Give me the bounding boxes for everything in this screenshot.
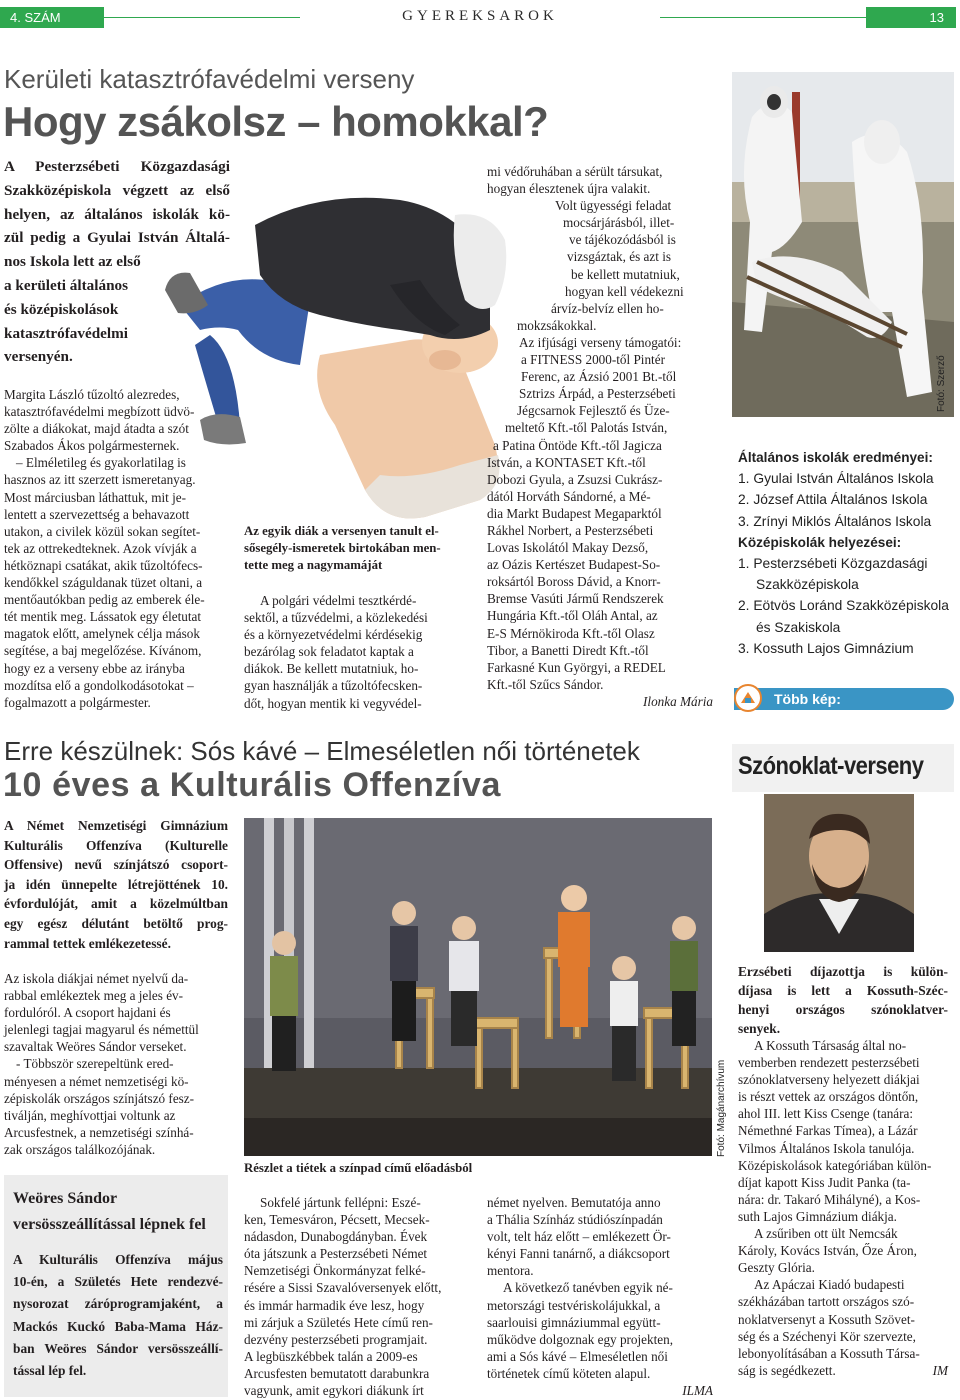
text-line: díjat kapott Kiss Judit Panka (ta-	[738, 1174, 911, 1190]
caption-line: sősegély-ismeretek birtokában men-	[244, 541, 441, 555]
issue-badge: 4. SZÁM	[0, 7, 104, 28]
text-line: utakon, a civilek közül sokan segítet-	[4, 523, 201, 539]
text-line: Károly, Kovács István, Őze Áron,	[738, 1243, 917, 1259]
text-line: Az iskola diákjai német nyelvű da-	[4, 971, 189, 986]
lead-line: díjasa is lett a Kossuth-Széc-	[738, 983, 948, 998]
list-item: 1. Pesterzsébeti Közgazdasági	[738, 555, 928, 571]
lead-line: helyen, az általános iskolák kö-	[4, 205, 230, 223]
text-line: hasznos az itt szerzett ismeretanyag.	[4, 472, 196, 488]
text-line: mentora.	[487, 1263, 534, 1279]
text-line: mi védőruhában a sérült társukat,	[487, 164, 663, 179]
article1-author: Ilonka Mária	[643, 693, 713, 709]
text-line: be kellett mutatniuk,	[571, 266, 680, 282]
stage-photo-caption: Részlet a tiétek a színpad című előadásból	[244, 1161, 473, 1175]
caption-line: Az egyik diák a versenyen tanult el-	[244, 524, 439, 538]
text-line: zak országos találkozójának.	[4, 1141, 156, 1157]
text-line: Most márciusban láthattuk, mit je-	[4, 489, 187, 505]
text-line: lebonyolításában a Kossuth Társa-	[738, 1345, 920, 1361]
text-line: hogyan kell védekezni	[565, 283, 684, 299]
list-item: és Szakiskola	[756, 619, 841, 635]
text-line: A következő tanévben egyik né-	[503, 1280, 673, 1296]
text-line: Ferenc, az Ázsió 2001 Bt.-től	[521, 369, 677, 385]
text-line: Némethné Farkas Tímea), a Lázár	[738, 1123, 918, 1139]
lead-line: Kulturális Offenzíva (Kulturelle	[4, 837, 228, 853]
text-line: magatok előtt, amelynek célja mások	[4, 626, 200, 642]
info-box-title-line: versösszeállítással lépnek fel	[13, 1216, 206, 1233]
info-box-line: Mackós Kuckó Baba-Mama Ház-	[13, 1318, 223, 1334]
lead-line: A Német Nemzetiségi Gimnázium	[4, 818, 228, 833]
text-line: Arcusfesten bemutatott darabunkra	[244, 1365, 430, 1381]
article2-author: ILMA	[682, 1383, 713, 1399]
text-line: ami a Sós kávé – Elmeséletlen női	[487, 1348, 668, 1364]
text-line: fordulóról. A csoport hajdani és	[4, 1005, 171, 1021]
text-line: tét mentik meg. Lássatok egy életutat	[4, 609, 202, 625]
article1-column-3	[487, 163, 713, 710]
text-line: az Oázis Kertészet Budapest-So-	[487, 557, 661, 573]
text-line: Kft.-től Szűcs Sándor.	[487, 676, 604, 692]
lead-line: senyek.	[738, 1021, 781, 1036]
text-line: nádasdon, Dunabogdányban. Évek	[244, 1229, 428, 1245]
text-line: a Patina Öntöde Kft.-től Jagicza	[493, 437, 662, 453]
lead-line: a kerületi általános	[4, 276, 129, 294]
cpr-photo-caption	[244, 523, 472, 574]
lead-line: zül pedig a Gyulai István Általá-	[4, 229, 230, 247]
text-line: székházában tartott országos szó-	[738, 1294, 915, 1310]
article2-column-3	[487, 1194, 713, 1399]
text-line: fogalmazott a polgármester.	[4, 694, 151, 710]
article1-headline: Hogy zsákolsz – homokkal?	[3, 98, 549, 145]
article3-lead	[738, 962, 948, 1038]
cpr-training-photo	[160, 155, 515, 525]
lead-line: évfordulóját, amit a közelmúltban	[4, 896, 228, 912]
text-line: a FITNESS 2000-től Pintér	[521, 352, 665, 368]
text-line: Tibor, a Banetti Diredt Kft.-től	[487, 642, 649, 658]
text-line: kendőkkel száguldanak tüzet oltani, a	[4, 575, 203, 591]
secondary-results-list	[738, 553, 956, 659]
text-line: dia Markt Budapest Megaparktól	[487, 505, 662, 521]
text-line: Dobozi Gyula, a Zsuzsi Cukrász-	[487, 471, 663, 487]
text-line: és a környezetvédelmi kérdésekig	[244, 627, 423, 643]
text-line: roksártól Boross Dávid, a Knorr-	[487, 574, 661, 590]
text-line: Nemzetiségi Önkormányzat felké-	[244, 1263, 426, 1279]
text-line: A zsűriben ott ült Nemcsák	[754, 1226, 898, 1242]
lead-line: henyi országos szónoklatver-	[738, 1002, 948, 1017]
text-line: történetek című köteten alapul.	[487, 1365, 651, 1381]
text-line: Geszty Glória.	[738, 1260, 815, 1276]
secondary-results-heading: Középiskolák helyezései:	[738, 534, 902, 550]
list-item: 1. Gyulai István Általános Iskola	[738, 471, 934, 486]
text-line: működve dolgoznak egy projekten,	[487, 1331, 674, 1347]
info-box-line: 10-én, a Születés Hete rendezvé-	[13, 1274, 223, 1290]
info-box-line: A Kulturális Offenzíva május	[13, 1252, 223, 1267]
list-item: 2. Eötvös Loránd Szakközépiskola	[738, 598, 949, 614]
page-number: 13	[866, 7, 956, 28]
text-line: Bremse Vasúti Jármű Rendszerek	[487, 591, 664, 607]
text-line: vagyunk, amit egykori diákunk írt	[244, 1383, 424, 1399]
text-line: Farkasné Kun Györgyi, a REDEL	[487, 659, 666, 675]
list-item: 3. Kossuth Lajos Gimnázium	[738, 641, 914, 657]
more-photos-link[interactable]: Több kép: www.pesterzsebet.hu	[734, 688, 954, 710]
lead-line: A Pesterzsébeti Közgazdasági	[4, 158, 230, 175]
article2-kicker: Erre készülnek: Sós kávé – Elmeséletlen női történetek	[4, 736, 640, 766]
text-line: kényi Fanni tanárnő, a diákcsoport	[487, 1246, 670, 1262]
text-line: noklatversenyt a Kossuth Szövet-	[738, 1311, 915, 1327]
portrait-painting	[764, 794, 914, 952]
info-box-line: nysorozat záróprogramjaként, a	[13, 1296, 223, 1312]
text-line: mozdítsa elő a gondolkodásotokat –	[4, 677, 194, 693]
text-line: István, a KONTASET Kft.-től	[487, 454, 646, 470]
info-box-line: ban Weöres Sándor versösszeállí-	[13, 1340, 223, 1356]
lead-line: nos Iskola lett az első	[4, 253, 141, 271]
text-line: segítése, a baj megelőzése. Kívánom,	[4, 643, 202, 659]
text-line: metországi testvériskolájukkal, a	[487, 1297, 661, 1313]
text-line: rabbal emlékeztek meg a jeles év-	[4, 988, 184, 1004]
text-line: - Többször szerepeltünk ered-	[16, 1056, 174, 1072]
caption-line: tette meg a nagymamáját	[244, 558, 383, 572]
text-line: Margita László tűzoltó alezredes,	[4, 387, 180, 402]
text-line: Szabados Ákos polgármesternek.	[4, 438, 180, 454]
text-line: Volt ügyességi feladat	[555, 198, 672, 214]
text-line: Jégcsarnok Fejlesztő és Üze-	[517, 403, 670, 419]
text-line: jelenlegi tagjai magyarul és némettül	[4, 1022, 199, 1038]
text-line: meltető Kft.-től Palotás István,	[505, 420, 668, 436]
text-line: sektől, a tűzvédelmi, a közlekedési	[244, 610, 428, 626]
text-line: hogyan élesztenek újra valakit.	[487, 181, 651, 197]
text-line: is részt vettek az országos döntőn,	[738, 1089, 919, 1105]
lead-line: Erzsébeti díjazottja is külön-	[738, 964, 948, 979]
results-box	[738, 447, 956, 659]
text-line: ményesen a német nemzetiségi kö-	[4, 1073, 189, 1089]
list-item: 3. Zrínyi Miklós Általános Iskola	[738, 513, 932, 529]
text-fragment: ság is segédkezett.	[738, 1362, 836, 1378]
text-line: dezvény pesterzsébeti programjait.	[244, 1331, 428, 1347]
info-box-body	[13, 1249, 223, 1382]
article2-column-1	[4, 970, 228, 1158]
list-item: 2. József Attila Általános Iskola	[738, 492, 928, 508]
text-line: bezárólag sok feladatot kaptak a	[244, 644, 414, 660]
article3-title: Szónoklat-verseny	[738, 752, 924, 780]
photo-credit: Fotó: Magánarchívum	[716, 1059, 727, 1157]
text-line: A Kossuth Társaság által no-	[754, 1038, 907, 1053]
text-line: zölte a diákokat, majd átadta a szót	[4, 421, 189, 437]
header-rule-left	[104, 17, 300, 18]
text-line: diákok. Be kellett mutatniuk, ho-	[244, 661, 419, 677]
text-line: Lovas Iskolától Makay Dezső,	[487, 540, 649, 556]
text-line	[738, 1362, 948, 1379]
text-line: Sztrizs Árpád, a Pesterzsébeti	[519, 386, 676, 402]
text-line: Sokfelé jártunk fellépni: Eszé-	[260, 1195, 421, 1210]
text-line: mocsárjárásból, illet-	[563, 215, 675, 231]
primary-results-list	[738, 468, 956, 532]
text-line: szavaltak Weöres Sándor verseket.	[4, 1039, 187, 1055]
text-line: lentett a szervezettség a behavazott	[4, 506, 190, 522]
text-line: ahol III. lett Kiss Csenge (tanára:	[738, 1106, 914, 1122]
text-line: – Elméletileg és gyakorlatilag is	[16, 455, 186, 471]
info-box-line: tással lép fel.	[13, 1363, 87, 1379]
text-line: Rákhel Norbert, a Pesterzsébeti	[487, 522, 654, 538]
text-line: volt, telt ház előtt – emlékezett Ör-	[487, 1229, 671, 1245]
text-line: zépiskolák országos színjátszó fesz-	[4, 1090, 195, 1106]
info-box-title-line: Weöres Sándor	[13, 1190, 118, 1207]
text-line: nára: dr. Takaró Mihályné), a Kos-	[738, 1191, 921, 1207]
text-line: a Thália Színház stúdiószínpadán	[487, 1212, 663, 1228]
lead-line: Szakközépiskola végzett az első	[4, 181, 230, 199]
text-line: árvíz-belvíz ellen ho-	[551, 300, 664, 316]
text-line: mokzsákokkal.	[517, 317, 597, 333]
article3-author: IM	[932, 1362, 948, 1378]
article2-column-2	[244, 1194, 470, 1399]
article2-lead	[4, 816, 228, 953]
article1-kicker: Kerületi katasztrófavédelmi verseny	[4, 64, 415, 94]
article1-column-2	[244, 592, 472, 712]
text-line: ség és a Széchenyi Kör szervezte,	[738, 1328, 916, 1344]
info-box-title	[13, 1186, 223, 1238]
text-line: Hungária Kft.-től Oláh Antal, az	[487, 608, 658, 624]
text-line: német nyelven. Bemutatója anno	[487, 1195, 661, 1210]
text-line: Vilmos Általános Iskola tanulója.	[738, 1140, 915, 1156]
text-line: mi zárjuk a Születés Hete című ren-	[244, 1314, 433, 1330]
text-line: hogy ez a verseny ebbe az irányba	[4, 660, 185, 676]
text-line: vemberben rendezett pesterzsébeti	[738, 1055, 920, 1071]
stretcher-rescue-photo	[732, 72, 954, 417]
text-line: vizsgáztak, és azt is	[567, 249, 671, 265]
list-item: Szakközépiskola	[756, 577, 859, 593]
text-line: Arcusfestnek, a nemzetiségi színhá-	[4, 1124, 194, 1140]
pesterzsebet-logo-icon	[734, 684, 762, 712]
text-line: katasztrófavédelmi megbízott üdvö-	[4, 404, 195, 420]
text-line: dától Horváth Sándorné, a Mé-	[487, 488, 651, 504]
text-line: A polgári védelmi tesztkérdé-	[260, 593, 417, 608]
text-line: tek az ottrekedteknek. Azok vívják a	[4, 540, 197, 556]
text-line: Az ifjúsági verseny támogatói:	[519, 334, 682, 350]
lead-line: ja idén ünnepelte létrejöttének 10.	[4, 876, 228, 892]
text-line: ken, Temesváron, Pécsett, Mecsek-	[244, 1212, 430, 1228]
text-line: óta játszunk a Pesterzsébeti Német	[244, 1246, 428, 1262]
section-title: GYEREKSAROK	[402, 8, 558, 24]
lead-line: rammal tettek emlékezetessé.	[4, 935, 171, 951]
text-line: Az Apáczai Kiadó budapesti	[754, 1277, 905, 1293]
text-line: A legbüszkébbek talán a 2009-es	[244, 1348, 418, 1364]
text-line: résére a Sissi Szavalóversenyek előtt,	[244, 1280, 442, 1296]
lead-line: katasztrófavédelmi	[4, 324, 128, 342]
lead-line: és középiskolások	[4, 300, 119, 318]
primary-results-heading: Általános iskolák eredményei:	[738, 450, 933, 465]
header-rule-right	[660, 17, 866, 18]
text-line: gyan használják a tűzoltófecsken-	[244, 678, 423, 694]
text-line: hétköznapi csatákat, akik tűzoltófecs-	[4, 557, 203, 573]
text-line: E-S Mérnökiroda Kft.-től Olasz	[487, 625, 655, 641]
lead-line: Offensive) nevű színjátszó csoport-	[4, 857, 228, 873]
article3-body	[738, 1037, 948, 1379]
lead-line: versenyén.	[4, 348, 73, 366]
lead-line: egy egész délutánt betöltő prog-	[4, 915, 228, 931]
text-line: mentőautókban pedig az emberek éle-	[4, 592, 205, 608]
article2-headline: 10 éves a Kulturális Offenzíva	[3, 766, 501, 804]
photo-credit: Fotó: Szerző	[936, 355, 947, 412]
text-line: saarlouisi gimnáziummal együtt-	[487, 1314, 661, 1330]
text-line: tiválján, meghívottjai voltunk az	[4, 1107, 176, 1123]
text-line: szónoklatverseny helyezett diákjai	[738, 1072, 920, 1088]
text-line: ve tájékozódásból is	[569, 232, 676, 248]
stage-performance-photo	[244, 818, 712, 1156]
text-line: és immár harmadik éve lesz, hogy	[244, 1297, 425, 1313]
text-line: dőt, hogyan mentik ki vegyvédel-	[244, 695, 422, 711]
text-line: Középiskolások kategóriában külön-	[738, 1157, 932, 1173]
text-line: suth Lajos Gimnázium diákja.	[738, 1208, 897, 1224]
